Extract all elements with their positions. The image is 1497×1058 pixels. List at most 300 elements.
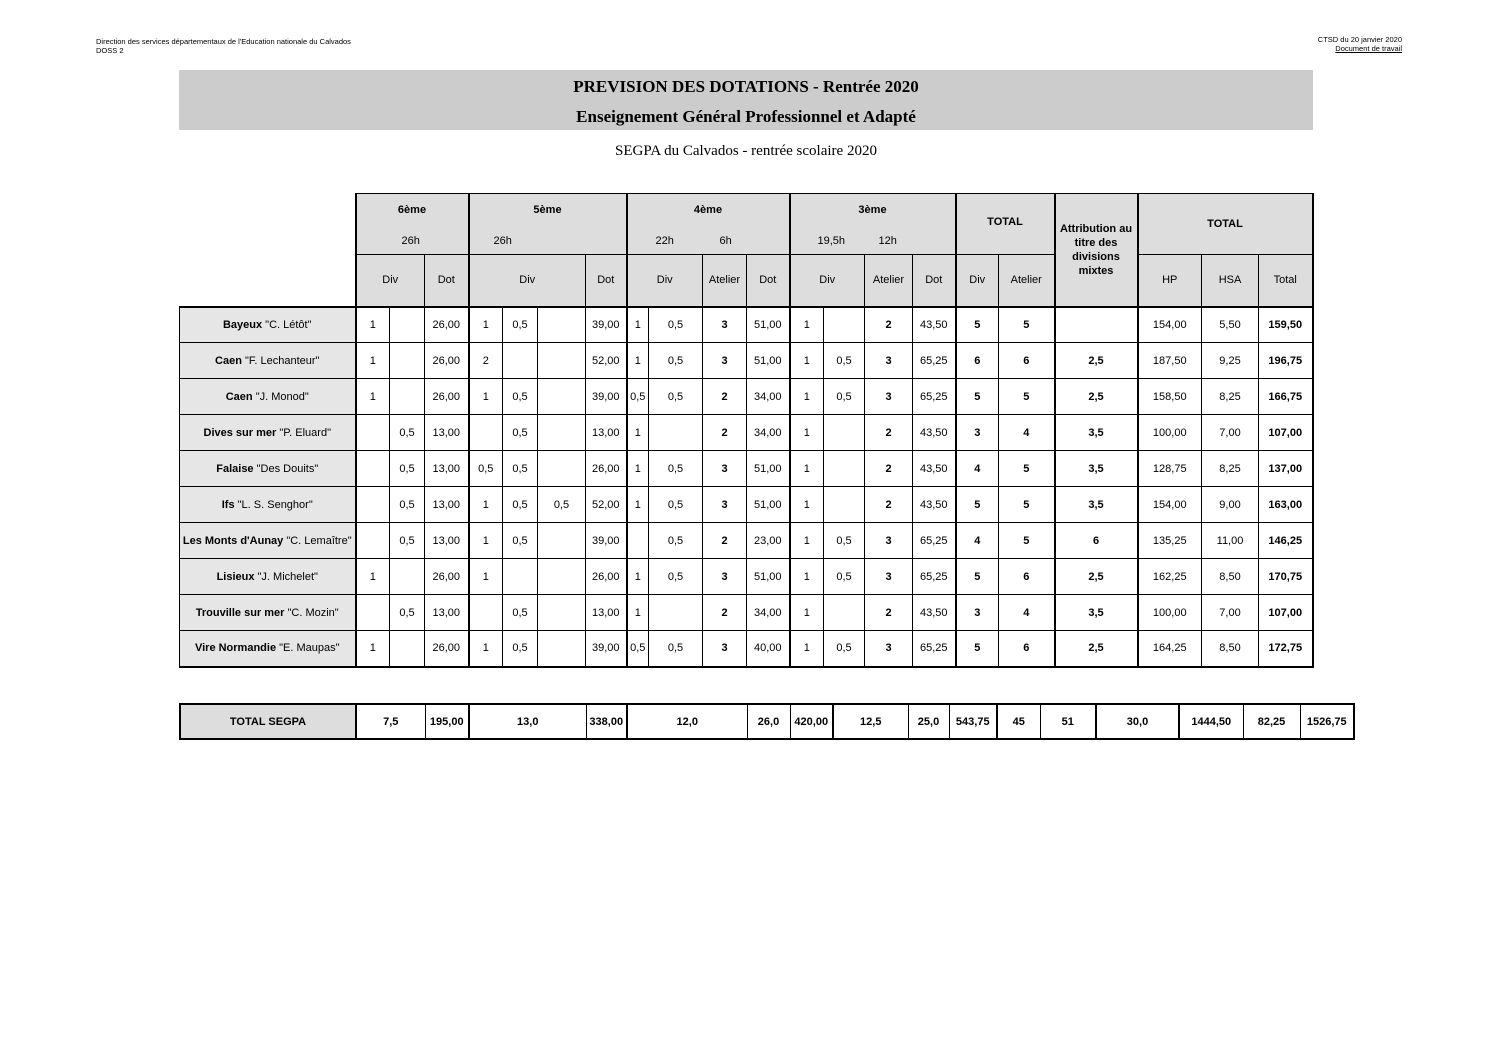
table-caption: SEGPA du Calvados - rentrée scolaire 2020 bbox=[615, 143, 877, 159]
cell-5-div1: 1 bbox=[469, 631, 503, 667]
total-4-dot: 420,00 bbox=[790, 704, 833, 739]
corner-cell bbox=[180, 194, 356, 307]
cell-3-dot: 43,50 bbox=[913, 487, 956, 523]
cell-total-div: 6 bbox=[956, 343, 999, 379]
cell-attribution: 3,5 bbox=[1055, 451, 1138, 487]
school-name bbox=[180, 559, 356, 595]
cell-3-atelier: 2 bbox=[865, 307, 913, 343]
cell-3-atelier: 3 bbox=[865, 559, 913, 595]
col-hsa: HSA bbox=[1202, 255, 1259, 307]
col-3-div: Div bbox=[790, 255, 865, 307]
school-college: "C. Mozin" bbox=[284, 606, 339, 619]
school-city: Caen bbox=[225, 390, 253, 403]
cell-3-atelier: 3 bbox=[865, 379, 913, 415]
cell-4-div1: 1 bbox=[627, 559, 649, 595]
cell-hsa: 11,00 bbox=[1202, 523, 1259, 559]
cell-hsa: 8,25 bbox=[1202, 379, 1259, 415]
cell-6-div2: 0,5 bbox=[390, 415, 425, 451]
school-city: Lisieux bbox=[216, 570, 255, 583]
cell-3-div1: 1 bbox=[790, 631, 824, 667]
cell-5-div3: 0,5 bbox=[538, 487, 586, 523]
cell-5-div3 bbox=[538, 631, 586, 667]
school-college: "C. Lemaître" bbox=[283, 534, 352, 547]
cell-hsa: 8,25 bbox=[1202, 451, 1259, 487]
cell-6-div1 bbox=[356, 487, 390, 523]
cell-total-atelier: 5 bbox=[999, 523, 1055, 559]
header-right bbox=[1290, 35, 1402, 53]
cell-4-dot: 34,00 bbox=[747, 595, 790, 631]
page-title: PREVISION DES DOTATIONS - Rentrée 2020 bbox=[573, 77, 919, 96]
school-city: Ifs bbox=[221, 498, 235, 511]
cell-total-div: 3 bbox=[956, 595, 999, 631]
cell-6-div2 bbox=[390, 559, 425, 595]
cell-4-dot: 51,00 bbox=[747, 451, 790, 487]
cell-total-atelier: 5 bbox=[999, 307, 1055, 343]
cell-6-div1: 1 bbox=[356, 379, 390, 415]
col-hp: HP bbox=[1138, 255, 1202, 307]
cell-6-dot: 26,00 bbox=[425, 559, 469, 595]
cell-total: 137,00 bbox=[1259, 451, 1313, 487]
cell-total: 163,00 bbox=[1259, 487, 1313, 523]
cell-6-dot: 13,00 bbox=[425, 487, 469, 523]
cell-3-div1: 1 bbox=[790, 595, 824, 631]
cell-4-dot: 23,00 bbox=[747, 523, 790, 559]
cell-attribution: 3,5 bbox=[1055, 595, 1138, 631]
cell-4-dot: 51,00 bbox=[747, 307, 790, 343]
cell-4-dot: 34,00 bbox=[747, 415, 790, 451]
total-hsa: 82,25 bbox=[1243, 704, 1300, 739]
col-6-dot: Dot bbox=[425, 255, 469, 307]
cell-hsa: 9,25 bbox=[1202, 343, 1259, 379]
cell-6-div1 bbox=[356, 595, 390, 631]
cell-5-div1: 1 bbox=[469, 559, 503, 595]
cell-3-div2: 0,5 bbox=[824, 559, 865, 595]
school-name bbox=[180, 523, 356, 559]
table-row bbox=[180, 631, 1313, 667]
cell-4-div1: 1 bbox=[627, 487, 649, 523]
cell-5-div1: 0,5 bbox=[469, 451, 503, 487]
cell-4-atelier: 3 bbox=[703, 451, 747, 487]
cell-6-dot: 26,00 bbox=[425, 343, 469, 379]
cell-total-atelier: 6 bbox=[999, 631, 1055, 667]
cell-6-div1 bbox=[356, 451, 390, 487]
group-4eme-hours-b: 6h bbox=[719, 235, 732, 247]
cell-3-div1: 1 bbox=[790, 379, 824, 415]
cell-5-div3 bbox=[538, 343, 586, 379]
cell-4-atelier: 3 bbox=[703, 343, 747, 379]
cell-4-dot: 40,00 bbox=[747, 631, 790, 667]
dotations-table bbox=[179, 193, 1314, 668]
cell-3-dot: 43,50 bbox=[913, 307, 956, 343]
total-label: TOTAL SEGPA bbox=[180, 704, 356, 739]
school-college: "E. Maupas" bbox=[276, 642, 340, 655]
cell-5-div2: 0,5 bbox=[503, 379, 538, 415]
cell-total-div: 4 bbox=[956, 451, 999, 487]
total-div: 45 bbox=[997, 704, 1040, 739]
total-5-dot: 338,00 bbox=[586, 704, 627, 739]
header-direction: Direction des services départementaux de l'Education nationale du Calvados bbox=[96, 37, 351, 46]
school-college: "L. S. Senghor" bbox=[234, 498, 313, 511]
cell-4-div2: 0,5 bbox=[649, 631, 703, 667]
cell-total-atelier: 5 bbox=[999, 379, 1055, 415]
cell-6-div1: 1 bbox=[356, 307, 390, 343]
cell-3-div2: 0,5 bbox=[824, 523, 865, 559]
cell-attribution: 6 bbox=[1055, 523, 1138, 559]
header-left bbox=[96, 37, 351, 55]
cell-3-dot: 65,25 bbox=[913, 379, 956, 415]
cell-6-div2 bbox=[390, 307, 425, 343]
cell-3-atelier: 2 bbox=[865, 487, 913, 523]
cell-total: 170,75 bbox=[1259, 559, 1313, 595]
cell-4-div2 bbox=[649, 595, 703, 631]
cell-3-dot: 65,25 bbox=[913, 559, 956, 595]
cell-5-div3 bbox=[538, 523, 586, 559]
school-college: "Des Douits" bbox=[253, 462, 319, 475]
group-5eme bbox=[469, 194, 627, 255]
cell-hsa: 8,50 bbox=[1202, 559, 1259, 595]
total-6-dot: 195,00 bbox=[425, 704, 469, 739]
cell-5-dot: 52,00 bbox=[586, 343, 627, 379]
col-4-div: Div bbox=[627, 255, 703, 307]
cell-5-div2 bbox=[503, 343, 538, 379]
cell-6-div2: 0,5 bbox=[390, 523, 425, 559]
cell-total-div: 5 bbox=[956, 559, 999, 595]
col-4-dot: Dot bbox=[747, 255, 790, 307]
group-total: TOTAL bbox=[956, 194, 1055, 255]
table-row bbox=[180, 523, 1313, 559]
cell-3-atelier: 2 bbox=[865, 451, 913, 487]
table-row bbox=[180, 307, 1313, 343]
cell-5-div1: 1 bbox=[469, 523, 503, 559]
school-name bbox=[180, 307, 356, 343]
cell-6-div1: 1 bbox=[356, 559, 390, 595]
cell-hp: 135,25 bbox=[1138, 523, 1202, 559]
cell-4-atelier: 2 bbox=[703, 523, 747, 559]
total-attribution: 30,0 bbox=[1096, 704, 1179, 739]
cell-3-dot: 43,50 bbox=[913, 451, 956, 487]
school-name bbox=[180, 631, 356, 667]
cell-hsa: 7,00 bbox=[1202, 415, 1259, 451]
group-3eme-hours-a: 19,5h bbox=[817, 235, 846, 247]
header-doss: DOSS 2 bbox=[96, 46, 124, 55]
cell-3-div2 bbox=[824, 487, 865, 523]
cell-5-div3 bbox=[538, 379, 586, 415]
cell-6-div1: 1 bbox=[356, 343, 390, 379]
cell-5-dot: 52,00 bbox=[586, 487, 627, 523]
cell-5-div2: 0,5 bbox=[503, 487, 538, 523]
cell-total: 107,00 bbox=[1259, 595, 1313, 631]
cell-attribution: 2,5 bbox=[1055, 631, 1138, 667]
total-hp: 1444,50 bbox=[1179, 704, 1243, 739]
cell-6-div1: 1 bbox=[356, 631, 390, 667]
cell-5-div2: 0,5 bbox=[503, 523, 538, 559]
school-city: Trouville sur mer bbox=[195, 606, 285, 619]
cell-total: 196,75 bbox=[1259, 343, 1313, 379]
table-row bbox=[180, 415, 1313, 451]
total-row bbox=[180, 704, 1354, 739]
cell-3-atelier: 3 bbox=[865, 523, 913, 559]
school-city: Dives sur mer bbox=[203, 426, 277, 439]
cell-attribution: 3,5 bbox=[1055, 487, 1138, 523]
cell-6-dot: 26,00 bbox=[425, 307, 469, 343]
cell-total: 166,75 bbox=[1259, 379, 1313, 415]
cell-4-div1: 0,5 bbox=[627, 379, 649, 415]
cell-6-div2: 0,5 bbox=[390, 595, 425, 631]
cell-5-div3 bbox=[538, 451, 586, 487]
cell-3-dot: 65,25 bbox=[913, 523, 956, 559]
cell-6-div2 bbox=[390, 343, 425, 379]
cell-5-div3 bbox=[538, 307, 586, 343]
cell-attribution: 3,5 bbox=[1055, 415, 1138, 451]
total-segpa-table bbox=[179, 703, 1355, 740]
group-3eme-hours-b: 12h bbox=[878, 235, 897, 247]
group-total-hours: TOTAL bbox=[1138, 194, 1313, 255]
cell-6-div2 bbox=[390, 631, 425, 667]
cell-4-div2: 0,5 bbox=[649, 559, 703, 595]
col-4-atelier: Atelier bbox=[703, 255, 747, 307]
cell-5-div1: 1 bbox=[469, 487, 503, 523]
cell-hp: 158,50 bbox=[1138, 379, 1202, 415]
cell-4-div2: 0,5 bbox=[649, 487, 703, 523]
school-city: Falaise bbox=[216, 462, 254, 475]
cell-total-atelier: 5 bbox=[999, 487, 1055, 523]
school-city: Caen bbox=[215, 354, 242, 367]
cell-3-div2 bbox=[824, 595, 865, 631]
total-3-dot: 543,75 bbox=[949, 704, 997, 739]
cell-4-dot: 51,00 bbox=[747, 343, 790, 379]
attribution-label: Attribution au titre des divisions mixtes bbox=[1059, 222, 1133, 277]
cell-hp: 154,00 bbox=[1138, 307, 1202, 343]
cell-4-div2: 0,5 bbox=[649, 523, 703, 559]
cell-hp: 164,25 bbox=[1138, 631, 1202, 667]
header-ctsd: CTSD du 20 janvier 2020 bbox=[1317, 35, 1402, 44]
cell-total: 172,75 bbox=[1259, 631, 1313, 667]
cell-6-div1 bbox=[356, 523, 390, 559]
cell-3-div1: 1 bbox=[790, 523, 824, 559]
cell-4-dot: 34,00 bbox=[747, 379, 790, 415]
cell-attribution bbox=[1055, 307, 1138, 343]
cell-3-dot: 43,50 bbox=[913, 595, 956, 631]
cell-4-atelier: 2 bbox=[703, 379, 747, 415]
col-total-div: Div bbox=[956, 255, 999, 307]
cell-4-div1: 1 bbox=[627, 451, 649, 487]
cell-4-div1: 1 bbox=[627, 595, 649, 631]
cell-total-atelier: 6 bbox=[999, 343, 1055, 379]
cell-3-div1: 1 bbox=[790, 451, 824, 487]
cell-4-div2: 0,5 bbox=[649, 343, 703, 379]
cell-total: 107,00 bbox=[1259, 415, 1313, 451]
cell-total-div: 5 bbox=[956, 307, 999, 343]
total-grand: 1526,75 bbox=[1300, 704, 1354, 739]
col-6-div: Div bbox=[356, 255, 425, 307]
title-band bbox=[179, 70, 1313, 130]
cell-6-div1 bbox=[356, 415, 390, 451]
cell-hsa: 8,50 bbox=[1202, 631, 1259, 667]
cell-4-div1: 0,5 bbox=[627, 631, 649, 667]
total-atelier: 51 bbox=[1040, 704, 1096, 739]
table-row bbox=[180, 451, 1313, 487]
table-row bbox=[180, 343, 1313, 379]
cell-5-dot: 39,00 bbox=[586, 307, 627, 343]
table-row bbox=[180, 379, 1313, 415]
cell-4-div1: 1 bbox=[627, 307, 649, 343]
cell-total-atelier: 4 bbox=[999, 595, 1055, 631]
school-name bbox=[180, 415, 356, 451]
school-college: "J. Monod" bbox=[252, 390, 309, 403]
cell-5-dot: 39,00 bbox=[586, 379, 627, 415]
cell-5-dot: 26,00 bbox=[586, 559, 627, 595]
cell-4-div2: 0,5 bbox=[649, 379, 703, 415]
cell-4-div1: 1 bbox=[627, 343, 649, 379]
cell-3-div1: 1 bbox=[790, 307, 824, 343]
cell-total-div: 3 bbox=[956, 415, 999, 451]
total-6-div: 7,5 bbox=[356, 704, 425, 739]
cell-3-div1: 1 bbox=[790, 343, 824, 379]
cell-6-dot: 13,00 bbox=[425, 415, 469, 451]
group-6eme bbox=[356, 194, 469, 255]
cell-6-div2 bbox=[390, 379, 425, 415]
col-3-atelier: Atelier bbox=[865, 255, 913, 307]
school-city: Les Monts d'Aunay bbox=[182, 534, 284, 547]
cell-total-atelier: 5 bbox=[999, 451, 1055, 487]
group-5eme-label: 5ème bbox=[533, 204, 562, 216]
group-4eme-label: 4ème bbox=[693, 204, 723, 216]
cell-5-dot: 39,00 bbox=[586, 523, 627, 559]
school-name bbox=[180, 487, 356, 523]
header-doc-status: Document de travail bbox=[1335, 44, 1402, 53]
cell-4-atelier: 2 bbox=[703, 595, 747, 631]
cell-hp: 187,50 bbox=[1138, 343, 1202, 379]
cell-total-div: 5 bbox=[956, 379, 999, 415]
cell-6-dot: 13,00 bbox=[425, 523, 469, 559]
total-4-atelier: 26,0 bbox=[747, 704, 790, 739]
cell-4-dot: 51,00 bbox=[747, 487, 790, 523]
cell-3-div2: 0,5 bbox=[824, 631, 865, 667]
cell-total-atelier: 6 bbox=[999, 559, 1055, 595]
cell-hsa: 7,00 bbox=[1202, 595, 1259, 631]
group-4eme-hours-a: 22h bbox=[655, 235, 674, 247]
cell-hp: 100,00 bbox=[1138, 595, 1202, 631]
cell-4-dot: 51,00 bbox=[747, 559, 790, 595]
cell-3-atelier: 2 bbox=[865, 595, 913, 631]
col-5-div: Div bbox=[469, 255, 586, 307]
group-6eme-hours: 26h bbox=[401, 235, 420, 247]
cell-3-div2 bbox=[824, 415, 865, 451]
school-college: "F. Lechanteur" bbox=[241, 354, 320, 367]
header-row-groups bbox=[180, 194, 1313, 255]
table-body bbox=[180, 307, 1313, 667]
cell-3-div2: 0,5 bbox=[824, 379, 865, 415]
cell-hsa: 5,50 bbox=[1202, 307, 1259, 343]
cell-6-dot: 26,00 bbox=[425, 379, 469, 415]
cell-hp: 100,00 bbox=[1138, 415, 1202, 451]
cell-3-div1: 1 bbox=[790, 559, 824, 595]
table-row bbox=[180, 559, 1313, 595]
cell-5-dot: 13,00 bbox=[586, 415, 627, 451]
cell-total-div: 4 bbox=[956, 523, 999, 559]
school-city: Vire Normandie bbox=[194, 642, 277, 655]
cell-3-div2 bbox=[824, 451, 865, 487]
cell-6-dot: 13,00 bbox=[425, 451, 469, 487]
school-college: "J. Michelet" bbox=[254, 570, 318, 583]
cell-5-div2: 0,5 bbox=[503, 415, 538, 451]
cell-4-div1: 1 bbox=[627, 415, 649, 451]
cell-3-div1: 1 bbox=[790, 415, 824, 451]
cell-5-div2 bbox=[503, 559, 538, 595]
school-college: "C. Létôt" bbox=[262, 318, 312, 331]
total-4-div: 12,0 bbox=[627, 704, 747, 739]
cell-3-div2: 0,5 bbox=[824, 343, 865, 379]
cell-5-div1: 2 bbox=[469, 343, 503, 379]
group-5eme-hours: 26h bbox=[493, 235, 512, 247]
cell-hp: 128,75 bbox=[1138, 451, 1202, 487]
cell-5-div3 bbox=[538, 595, 586, 631]
cell-4-atelier: 2 bbox=[703, 415, 747, 451]
cell-6-div2: 0,5 bbox=[390, 487, 425, 523]
col-3-dot: Dot bbox=[913, 255, 956, 307]
cell-attribution: 2,5 bbox=[1055, 379, 1138, 415]
cell-4-div2 bbox=[649, 415, 703, 451]
school-college: "P. Eluard" bbox=[276, 426, 331, 439]
page-subtitle: Enseignement Général Professionnel et Adapté bbox=[576, 107, 916, 126]
cell-5-dot: 13,00 bbox=[586, 595, 627, 631]
cell-attribution: 2,5 bbox=[1055, 343, 1138, 379]
cell-total: 159,50 bbox=[1259, 307, 1313, 343]
group-6eme-label: 6ème bbox=[397, 204, 427, 216]
cell-4-atelier: 3 bbox=[703, 631, 747, 667]
cell-6-dot: 26,00 bbox=[425, 631, 469, 667]
cell-3-atelier: 2 bbox=[865, 415, 913, 451]
group-3eme bbox=[790, 194, 956, 255]
cell-hsa: 9,00 bbox=[1202, 487, 1259, 523]
col-5-dot: Dot bbox=[586, 255, 627, 307]
group-4eme bbox=[627, 194, 790, 255]
cell-5-div2: 0,5 bbox=[503, 451, 538, 487]
cell-5-div2: 0,5 bbox=[503, 307, 538, 343]
cell-5-div1: 1 bbox=[469, 379, 503, 415]
table-row bbox=[180, 487, 1313, 523]
cell-5-div2: 0,5 bbox=[503, 631, 538, 667]
cell-4-div2: 0,5 bbox=[649, 307, 703, 343]
cell-hp: 162,25 bbox=[1138, 559, 1202, 595]
cell-5-dot: 39,00 bbox=[586, 631, 627, 667]
cell-4-atelier: 3 bbox=[703, 487, 747, 523]
cell-3-dot: 43,50 bbox=[913, 415, 956, 451]
cell-5-div1 bbox=[469, 595, 503, 631]
group-attribution bbox=[1055, 194, 1138, 307]
school-city: Bayeux bbox=[222, 318, 263, 331]
cell-5-dot: 26,00 bbox=[586, 451, 627, 487]
cell-4-atelier: 3 bbox=[703, 559, 747, 595]
cell-total-div: 5 bbox=[956, 487, 999, 523]
cell-3-div1: 1 bbox=[790, 487, 824, 523]
cell-5-div2: 0,5 bbox=[503, 595, 538, 631]
cell-5-div3 bbox=[538, 415, 586, 451]
cell-4-div1 bbox=[627, 523, 649, 559]
col-total-atelier: Atelier bbox=[999, 255, 1055, 307]
total-5-div: 13,0 bbox=[469, 704, 586, 739]
col-total: Total bbox=[1259, 255, 1313, 307]
cell-3-atelier: 3 bbox=[865, 631, 913, 667]
school-name bbox=[180, 343, 356, 379]
cell-3-dot: 65,25 bbox=[913, 631, 956, 667]
cell-hp: 154,00 bbox=[1138, 487, 1202, 523]
cell-3-atelier: 3 bbox=[865, 343, 913, 379]
cell-6-div2: 0,5 bbox=[390, 451, 425, 487]
cell-total: 146,25 bbox=[1259, 523, 1313, 559]
cell-attribution: 2,5 bbox=[1055, 559, 1138, 595]
school-name bbox=[180, 379, 356, 415]
